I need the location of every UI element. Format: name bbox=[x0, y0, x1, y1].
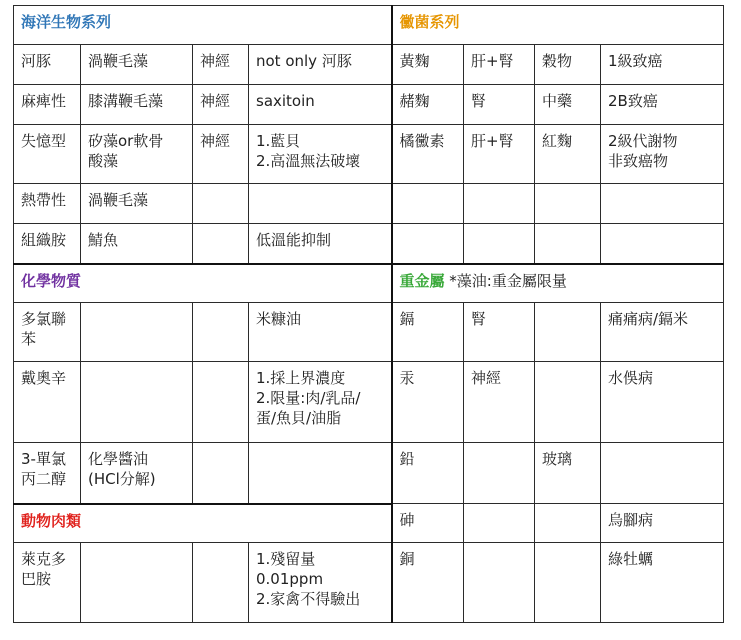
table-cell: 1.藍貝 2.高溫無法破壞 bbox=[249, 125, 392, 184]
table-cell: 矽藻or軟骨 酸藻 bbox=[81, 125, 193, 184]
table-cell: 組織胺 bbox=[14, 224, 81, 264]
table-cell: 3-單氯 丙二醇 bbox=[14, 443, 81, 504]
table-cell: 多氯聯 苯 bbox=[14, 303, 81, 362]
table-cell: 失憶型 bbox=[14, 125, 81, 184]
table-cell: not only 河豚 bbox=[249, 45, 392, 85]
table-cell bbox=[601, 443, 724, 504]
table-cell: 萊克多 巴胺 bbox=[14, 543, 81, 623]
table-cell bbox=[249, 184, 392, 224]
table-cell: 肝+腎 bbox=[464, 45, 535, 85]
table-cell: 渦鞭毛藻 bbox=[81, 184, 193, 224]
table-cell bbox=[535, 362, 601, 443]
section-heavy-metal-title: 重金屬 bbox=[399, 271, 445, 290]
table-cell: 中藥 bbox=[535, 85, 601, 125]
table-cell bbox=[81, 543, 193, 623]
table-cell: 鯖魚 bbox=[81, 224, 193, 264]
table-row bbox=[14, 85, 724, 125]
table-cell: 神經 bbox=[193, 85, 249, 125]
table-cell bbox=[193, 543, 249, 623]
table-cell: 砷 bbox=[392, 504, 464, 543]
table-row bbox=[14, 543, 724, 623]
table-cell bbox=[193, 362, 249, 443]
table-cell bbox=[193, 303, 249, 362]
table-cell: 腎 bbox=[464, 303, 535, 362]
table-cell: 痛痛病/鎘米 bbox=[601, 303, 724, 362]
section-chemical-title: 化學物質 bbox=[14, 264, 392, 303]
table-cell: 玻璃 bbox=[535, 443, 601, 504]
table-row bbox=[14, 45, 724, 85]
section-heavy-metal-header bbox=[392, 264, 724, 303]
food-toxin-table bbox=[13, 5, 724, 623]
table-cell: 神經 bbox=[193, 45, 249, 85]
table-cell: 熱帶性 bbox=[14, 184, 81, 224]
table-cell bbox=[601, 184, 724, 224]
table-cell bbox=[464, 443, 535, 504]
table-cell: 膝溝鞭毛藻 bbox=[81, 85, 193, 125]
table-cell bbox=[193, 443, 249, 504]
table-cell: 渦鞭毛藻 bbox=[81, 45, 193, 85]
header-row-chemical-heavy-metal bbox=[14, 264, 724, 303]
table-cell: 烏腳病 bbox=[601, 504, 724, 543]
table-cell bbox=[193, 224, 249, 264]
table-row bbox=[14, 125, 724, 184]
table-cell: 1.採上界濃度 2.限量:肉/乳品/ 蛋/魚貝/油脂 bbox=[249, 362, 392, 443]
table-cell: 2B致癌 bbox=[601, 85, 724, 125]
table-cell: 水俁病 bbox=[601, 362, 724, 443]
table-cell: 1.殘留量 0.01ppm 2.家禽不得驗出 bbox=[249, 543, 392, 623]
section-fungal-title: 黴菌系列 bbox=[392, 6, 724, 45]
table-cell bbox=[464, 224, 535, 264]
table-cell: 肝+腎 bbox=[464, 125, 535, 184]
table-cell: 河豚 bbox=[14, 45, 81, 85]
table-cell bbox=[535, 303, 601, 362]
table-cell: 黃麴 bbox=[392, 45, 464, 85]
table-cell: 穀物 bbox=[535, 45, 601, 85]
table-cell bbox=[601, 224, 724, 264]
table-row bbox=[14, 362, 724, 443]
table-row bbox=[14, 184, 724, 224]
table-cell bbox=[464, 543, 535, 623]
heavy-metal-note: *藻油:重金屬限量 bbox=[444, 271, 567, 290]
table-cell bbox=[535, 224, 601, 264]
table-cell: 神經 bbox=[193, 125, 249, 184]
section-marine-title: 海洋生物系列 bbox=[14, 6, 392, 45]
table-row bbox=[14, 224, 724, 264]
table-cell bbox=[81, 362, 193, 443]
table-cell: saxitoin bbox=[249, 85, 392, 125]
table-cell bbox=[464, 184, 535, 224]
table-row bbox=[14, 303, 724, 362]
table-cell: 橘黴素 bbox=[392, 125, 464, 184]
table-row bbox=[14, 443, 724, 504]
table-cell: 汞 bbox=[392, 362, 464, 443]
table-cell: 鎘 bbox=[392, 303, 464, 362]
table-cell: 米糠油 bbox=[249, 303, 392, 362]
table-cell: 赭麴 bbox=[392, 85, 464, 125]
table-cell: 1級致癌 bbox=[601, 45, 724, 85]
section-animal-title: 動物肉類 bbox=[14, 504, 392, 543]
table-cell bbox=[249, 443, 392, 504]
table-cell bbox=[193, 184, 249, 224]
table-cell bbox=[464, 504, 535, 543]
header-row-marine-fungal bbox=[14, 6, 724, 45]
table-row bbox=[14, 504, 724, 543]
table-cell: 紅麴 bbox=[535, 125, 601, 184]
table-cell: 化學醬油 (HCl分解) bbox=[81, 443, 193, 504]
table-cell: 神經 bbox=[464, 362, 535, 443]
table-cell: 麻痺性 bbox=[14, 85, 81, 125]
table-cell: 綠牡蠣 bbox=[601, 543, 724, 623]
table-cell: 鉛 bbox=[392, 443, 464, 504]
table-cell bbox=[535, 504, 601, 543]
table-cell: 低溫能抑制 bbox=[249, 224, 392, 264]
table-cell bbox=[535, 184, 601, 224]
table-cell: 戴奧辛 bbox=[14, 362, 81, 443]
table-cell bbox=[392, 224, 464, 264]
table-cell bbox=[535, 543, 601, 623]
table-cell: 銅 bbox=[392, 543, 464, 623]
table-cell bbox=[392, 184, 464, 224]
table-cell: 腎 bbox=[464, 85, 535, 125]
table-cell: 2級代謝物 非致癌物 bbox=[601, 125, 724, 184]
table-cell bbox=[81, 303, 193, 362]
